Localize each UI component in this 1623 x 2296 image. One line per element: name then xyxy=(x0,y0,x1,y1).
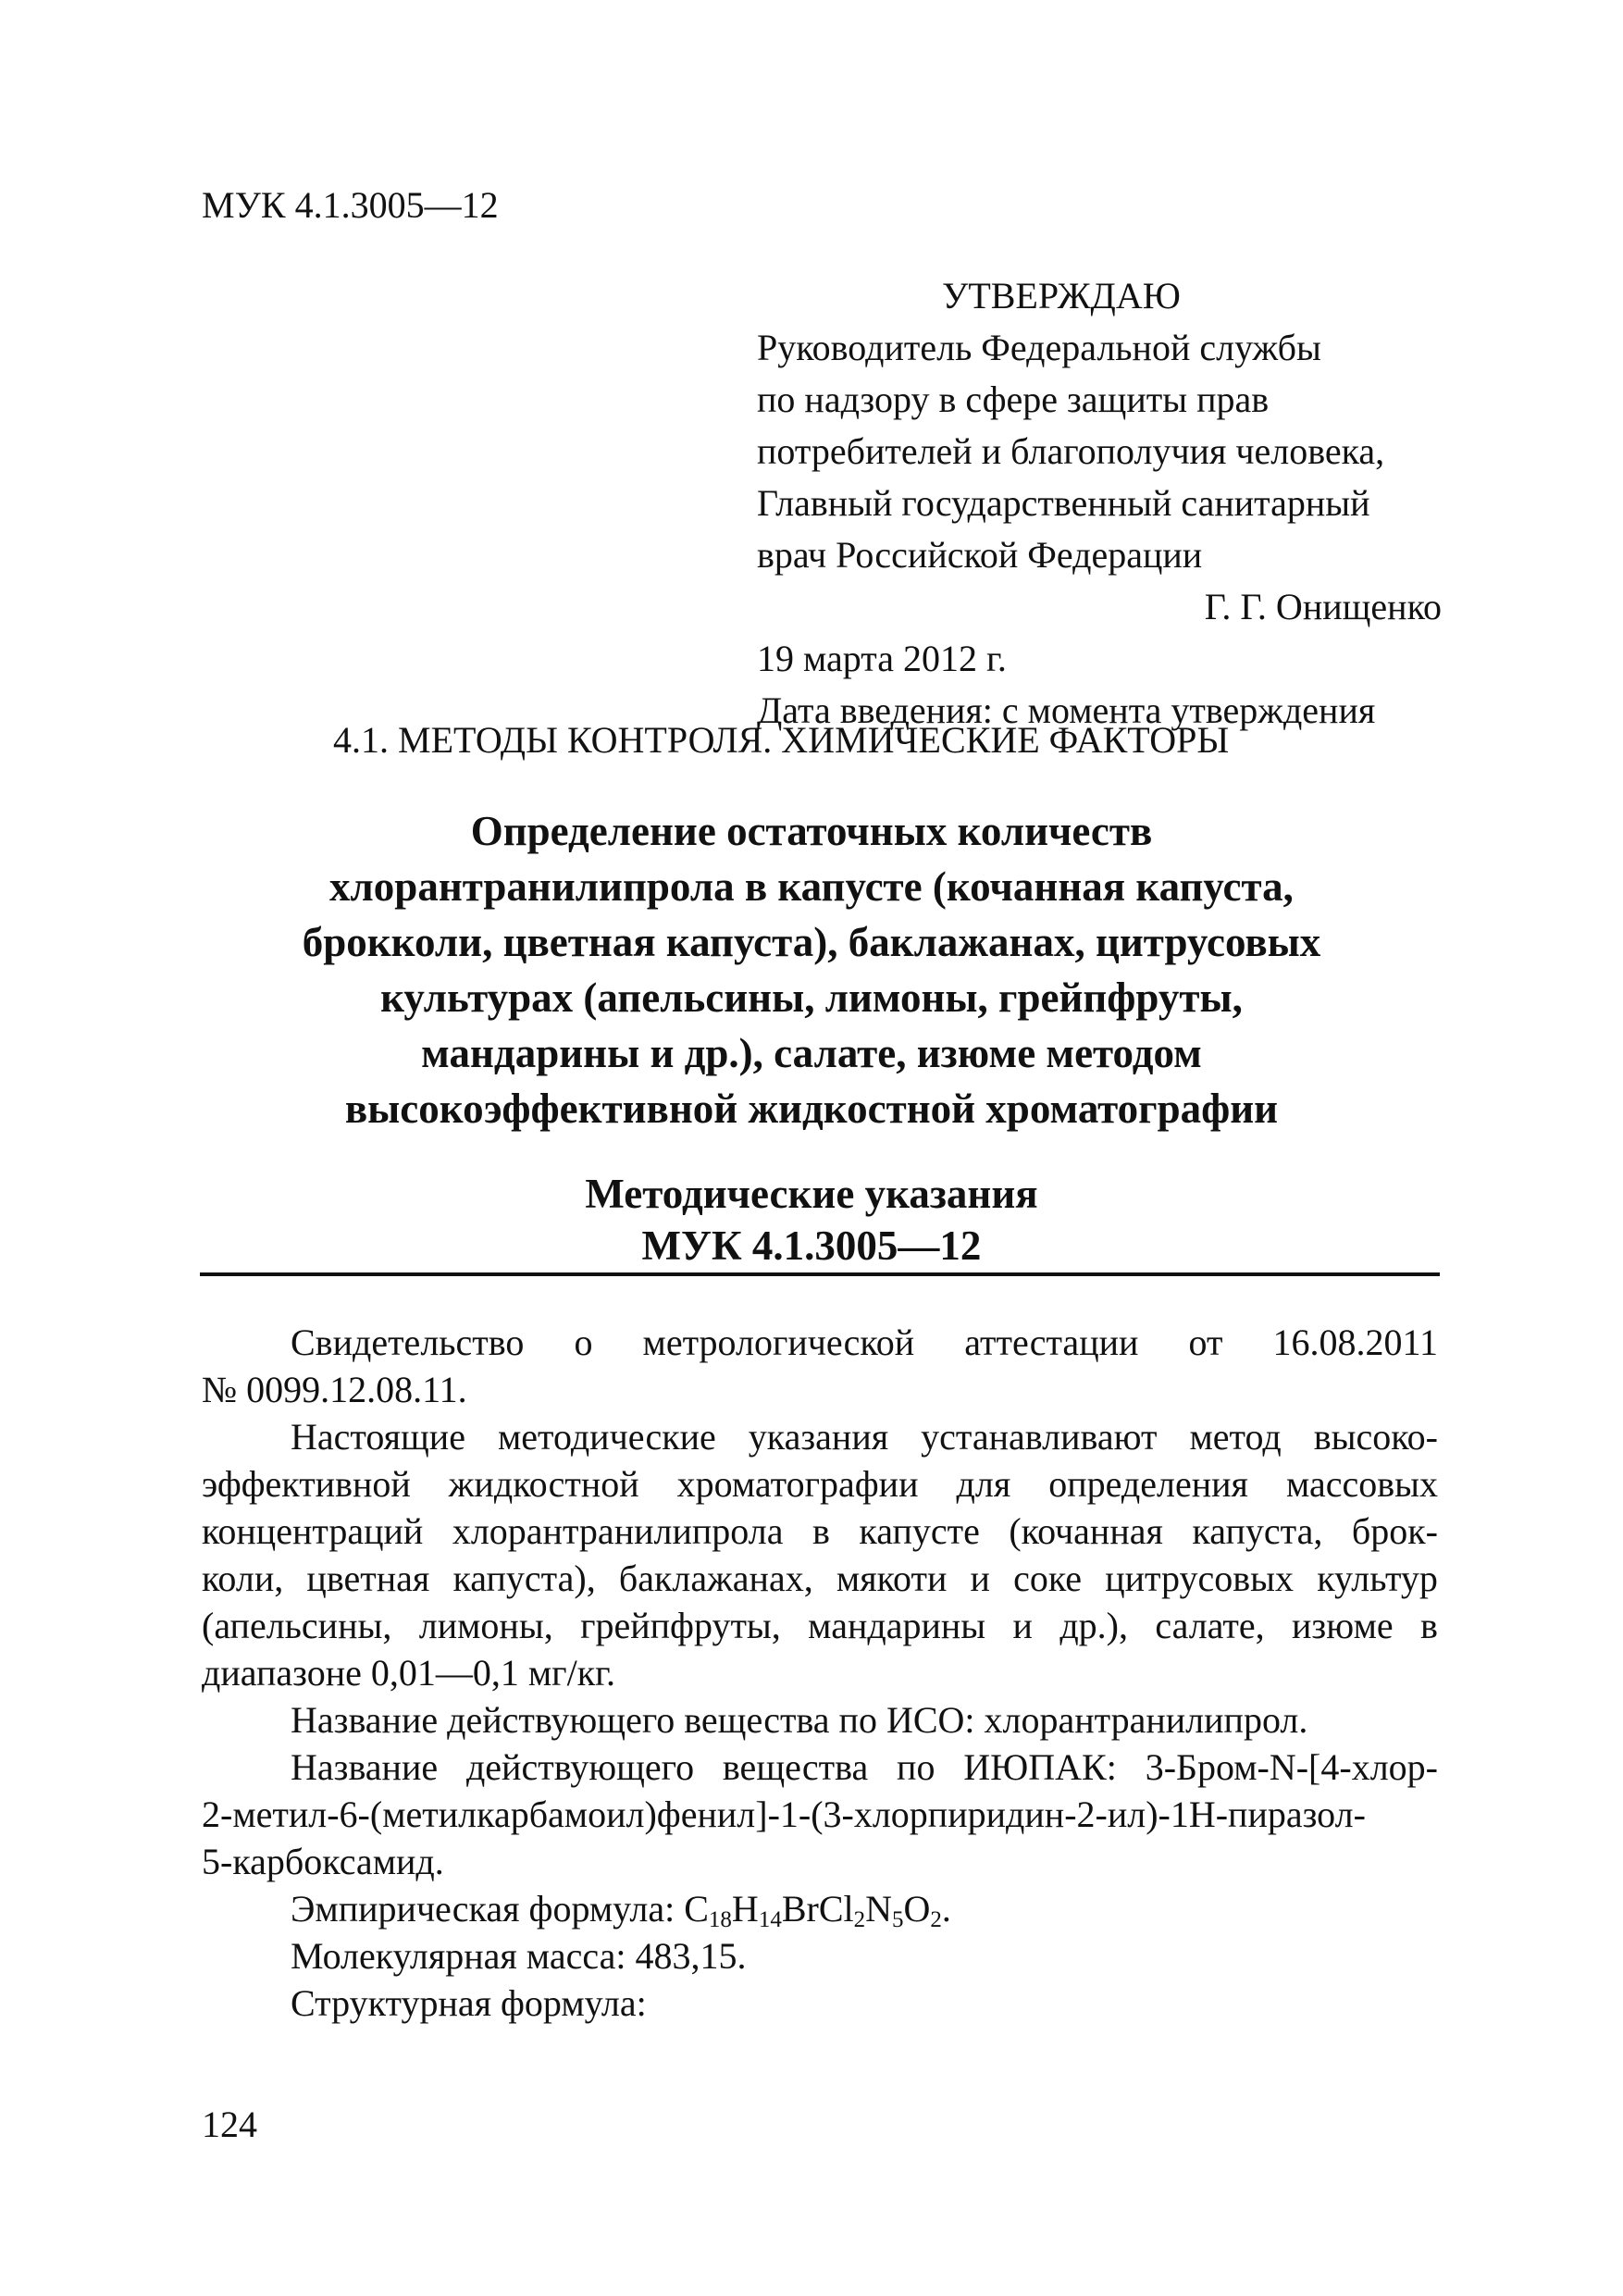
word: действующего xyxy=(465,1746,695,1788)
word: грейпфруты, xyxy=(580,1605,781,1646)
word: капуста), xyxy=(452,1558,596,1599)
section-title: 4.1. МЕТОДЫ КОНТРОЛЯ. ХИМИЧЕСКИЕ ФАКТОРЫ xyxy=(333,719,1230,761)
word: вещества xyxy=(722,1746,869,1788)
word: (апельсины, xyxy=(202,1605,392,1646)
title-line: мандарины и др.), салате, изюме методом xyxy=(421,1030,1202,1076)
word: цветная xyxy=(306,1558,430,1599)
approval-line: Руководитель Федеральной службы xyxy=(757,327,1321,368)
word: жидкостной xyxy=(448,1463,639,1505)
word: высоко- xyxy=(1313,1416,1438,1458)
word: капуста, xyxy=(1192,1510,1323,1552)
word: 3-Бром-N-[4-хлор- xyxy=(1145,1746,1438,1788)
title-line: культурах (апельсины, лимоны, грейпфруты, xyxy=(380,974,1243,1021)
word: Свидетельство xyxy=(291,1322,525,1363)
formula-element: N xyxy=(865,1888,892,1930)
word: концентраций xyxy=(202,1510,424,1552)
word: Настоящие xyxy=(291,1416,465,1458)
word: культур xyxy=(1317,1558,1438,1599)
formula-label: Эмпирическая формула: xyxy=(291,1888,685,1930)
word: определения xyxy=(1048,1463,1248,1505)
word: коли, xyxy=(202,1558,284,1599)
word: по xyxy=(897,1746,935,1788)
formula-subscript: 5 xyxy=(892,1907,904,1932)
word: эффективной xyxy=(202,1463,411,1505)
guidelines-label: Методические указания xyxy=(585,1171,1038,1217)
word: цитрусовых xyxy=(1105,1558,1295,1599)
iso-name-line: Название действующего вещества по ИСО: хлорантранилипрол. xyxy=(291,1699,1308,1741)
empirical-formula-line xyxy=(202,1885,1438,1932)
word: баклажанах, xyxy=(618,1558,813,1599)
word: хроматографии xyxy=(676,1463,919,1505)
word: массовых xyxy=(1285,1463,1438,1505)
structural-formula-label: Структурная формула: xyxy=(291,1982,647,2024)
word: мякоти xyxy=(836,1558,948,1599)
iupac-line xyxy=(202,1744,1438,1791)
word: методические xyxy=(497,1416,716,1458)
word: о xyxy=(574,1322,593,1363)
word: изюме xyxy=(1292,1605,1394,1646)
title-line: Определение остаточных количеств xyxy=(470,808,1153,854)
signatory-name: Г. Г. Онищенко xyxy=(1204,586,1442,627)
scope-line: диапазоне 0,01—0,1 мг/кг. xyxy=(202,1652,616,1694)
body-text xyxy=(202,1319,1438,2027)
scope-line xyxy=(202,1508,1438,1555)
iupac-line: 2-метил-6-(метилкарбамоил)фенил]-1-(3-хлорпиридин-2-ил)-1Н-пиразол- xyxy=(202,1793,1366,1835)
effective-date: Дата введения: с момента утверждения xyxy=(757,689,1376,731)
word: др.), xyxy=(1059,1605,1128,1646)
scope-line xyxy=(202,1602,1438,1649)
word: лимоны, xyxy=(418,1605,553,1646)
scope-line xyxy=(202,1413,1438,1460)
word: брок- xyxy=(1351,1510,1438,1552)
word: и xyxy=(970,1558,990,1599)
formula-subscript: 18 xyxy=(708,1907,732,1932)
approval-heading: УТВЕРЖДАЮ xyxy=(942,275,1181,316)
formula-element: C xyxy=(684,1888,709,1930)
word: хлорантранилипрола xyxy=(452,1510,784,1552)
word: для xyxy=(956,1463,1011,1505)
word: метрологической xyxy=(642,1322,915,1363)
word: в xyxy=(812,1510,830,1552)
approval-line: по надзору в сфере защиты прав xyxy=(757,379,1270,420)
word: в xyxy=(1420,1605,1438,1646)
guidelines-heading xyxy=(185,1168,1438,1272)
word: метод xyxy=(1189,1416,1282,1458)
scope-line xyxy=(202,1460,1438,1508)
formula-element: O xyxy=(903,1888,931,1930)
approval-date: 19 марта 2012 г. xyxy=(757,638,1007,679)
horizontal-rule xyxy=(200,1272,1440,1276)
approval-block xyxy=(757,270,1442,737)
formula-end: . xyxy=(941,1888,951,1930)
word: салате, xyxy=(1155,1605,1265,1646)
word: аттестации xyxy=(964,1322,1139,1363)
certificate-number: № 0099.12.08.11. xyxy=(202,1369,467,1410)
word: Название xyxy=(291,1746,439,1788)
approval-line: потребителей и благополучия человека, xyxy=(757,430,1385,472)
word: капусте xyxy=(859,1510,980,1552)
formula-subscript: 2 xyxy=(853,1907,866,1932)
approval-line: Главный государственный санитарный xyxy=(757,482,1370,524)
guidelines-code: МУК 4.1.3005—12 xyxy=(641,1222,982,1269)
formula-subscript: 14 xyxy=(758,1907,782,1932)
formula-element: H xyxy=(731,1888,759,1930)
word: соке xyxy=(1013,1558,1083,1599)
page-number: 124 xyxy=(202,2104,257,2145)
scope-line xyxy=(202,1555,1438,1602)
word: устанавливают xyxy=(921,1416,1158,1458)
title-line: хлорантранилипрола в капусте (кочанная капуста, xyxy=(329,863,1294,910)
document-code: МУК 4.1.3005—12 xyxy=(202,184,499,226)
certificate-line xyxy=(202,1319,1438,1366)
document-title xyxy=(185,803,1438,1136)
iupac-line: 5-карбоксамид. xyxy=(202,1841,444,1882)
formula-subscript: 2 xyxy=(930,1907,942,1932)
word: и xyxy=(1012,1605,1033,1646)
formula-element: BrCl xyxy=(781,1888,854,1930)
word: ИЮПАК: xyxy=(963,1746,1117,1788)
word: мандарины xyxy=(808,1605,986,1646)
word: от xyxy=(1188,1322,1223,1363)
approval-line: врач Российской Федерации xyxy=(757,534,1203,576)
title-line: высокоэффективной жидкостной хроматографии xyxy=(344,1086,1279,1132)
word: указания xyxy=(748,1416,889,1458)
molecular-mass-line: Молекулярная масса: 483,15. xyxy=(291,1935,747,1977)
word: (кочанная xyxy=(1009,1510,1163,1552)
title-line: брокколи, цветная капуста), баклажанах, цитрусовых xyxy=(302,919,1321,965)
word: 16.08.2011 xyxy=(1272,1322,1438,1363)
empirical-formula xyxy=(684,1888,942,1930)
